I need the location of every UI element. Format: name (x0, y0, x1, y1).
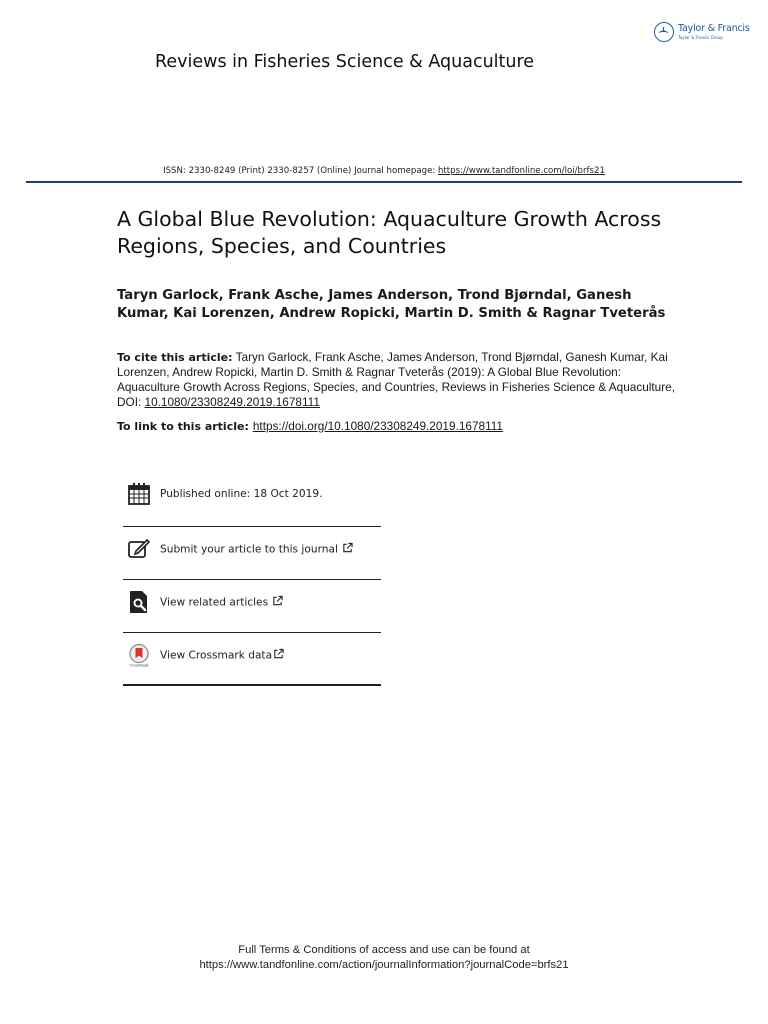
citation-doi-link[interactable]: 10.1080/23308249.2019.1678111 (144, 395, 320, 409)
article-title: A Global Blue Revolution: Aquaculture Growth Across Regions, Species, and Countries (117, 207, 662, 258)
external-link-icon (342, 543, 353, 554)
issn-text: ISSN: 2330-8249 (Print) 2330-8257 (Online) Journal homepage: (163, 166, 438, 176)
issn-line (0, 166, 768, 176)
citation-label: To cite this article: (117, 351, 233, 364)
related-articles-label: View related articles (160, 596, 269, 609)
article-link-url[interactable]: https://doi.org/10.1080/23308249.2019.1678111 (252, 419, 503, 433)
publisher-logo (654, 20, 754, 48)
footer-line-1: Full Terms & Conditions of access and use can be found at (238, 944, 530, 956)
publisher-name: Taylor & Francis (678, 23, 750, 34)
external-link-icon (273, 649, 284, 660)
journal-title: Reviews in Fisheries Science & Aquaculture (155, 52, 535, 72)
document-search-icon (127, 590, 151, 614)
info-divider (123, 684, 381, 686)
crossmark-icon (127, 643, 151, 667)
edit-icon (127, 537, 151, 561)
article-authors: Taryn Garlock, Frank Asche, James Anderson, Trond Bjørndal, Ganesh Kumar, Kai Lorenzen, Andrew Ropicki, Martin D. Smith & Ragnar Tveterås (117, 288, 666, 321)
calendar-icon (127, 482, 151, 506)
publisher-logo-icon (654, 22, 674, 42)
published-date: Published online: 18 Oct 2019. (160, 488, 323, 500)
external-link-icon (272, 596, 283, 607)
submit-article-label: Submit your article to this journal (160, 543, 338, 556)
crossmark-data-label: View Crossmark data (160, 649, 273, 662)
published-row (123, 468, 381, 520)
publisher-group: Taylor & Francis Group (678, 35, 723, 40)
footer-terms-link[interactable]: https://www.tandfonline.com/action/journalInformation?journalCode=brfs21 (199, 958, 569, 971)
header-rule (26, 181, 742, 183)
footer-terms (0, 943, 768, 972)
related-row[interactable] (123, 576, 381, 628)
submit-article-link[interactable] (160, 543, 353, 556)
citation-block (117, 350, 677, 410)
article-link-block (117, 419, 677, 433)
related-articles-link[interactable] (160, 596, 283, 609)
submit-row[interactable] (123, 523, 381, 575)
journal-homepage-link[interactable]: https://www.tandfonline.com/loi/brfs21 (437, 166, 605, 176)
crossmark-row[interactable] (123, 629, 381, 681)
crossmark-logo-text: CrossMark (129, 663, 149, 667)
crossmark-data-link[interactable] (160, 649, 284, 662)
article-link-label: To link to this article: (117, 420, 249, 433)
citation-text: Taryn Garlock, Frank Asche, James Anderson, Trond Bjørndal, Ganesh Kumar, Kai Lorenzen, Andrew Ropicki, Martin D. Smith & Ragnar Tveterås (2019): A Global Blue Revolution: Aquaculture Growth Across Regions, Species, and Countries, Reviews in Fisheries Science & Aquaculture, DOI: (117, 350, 676, 409)
